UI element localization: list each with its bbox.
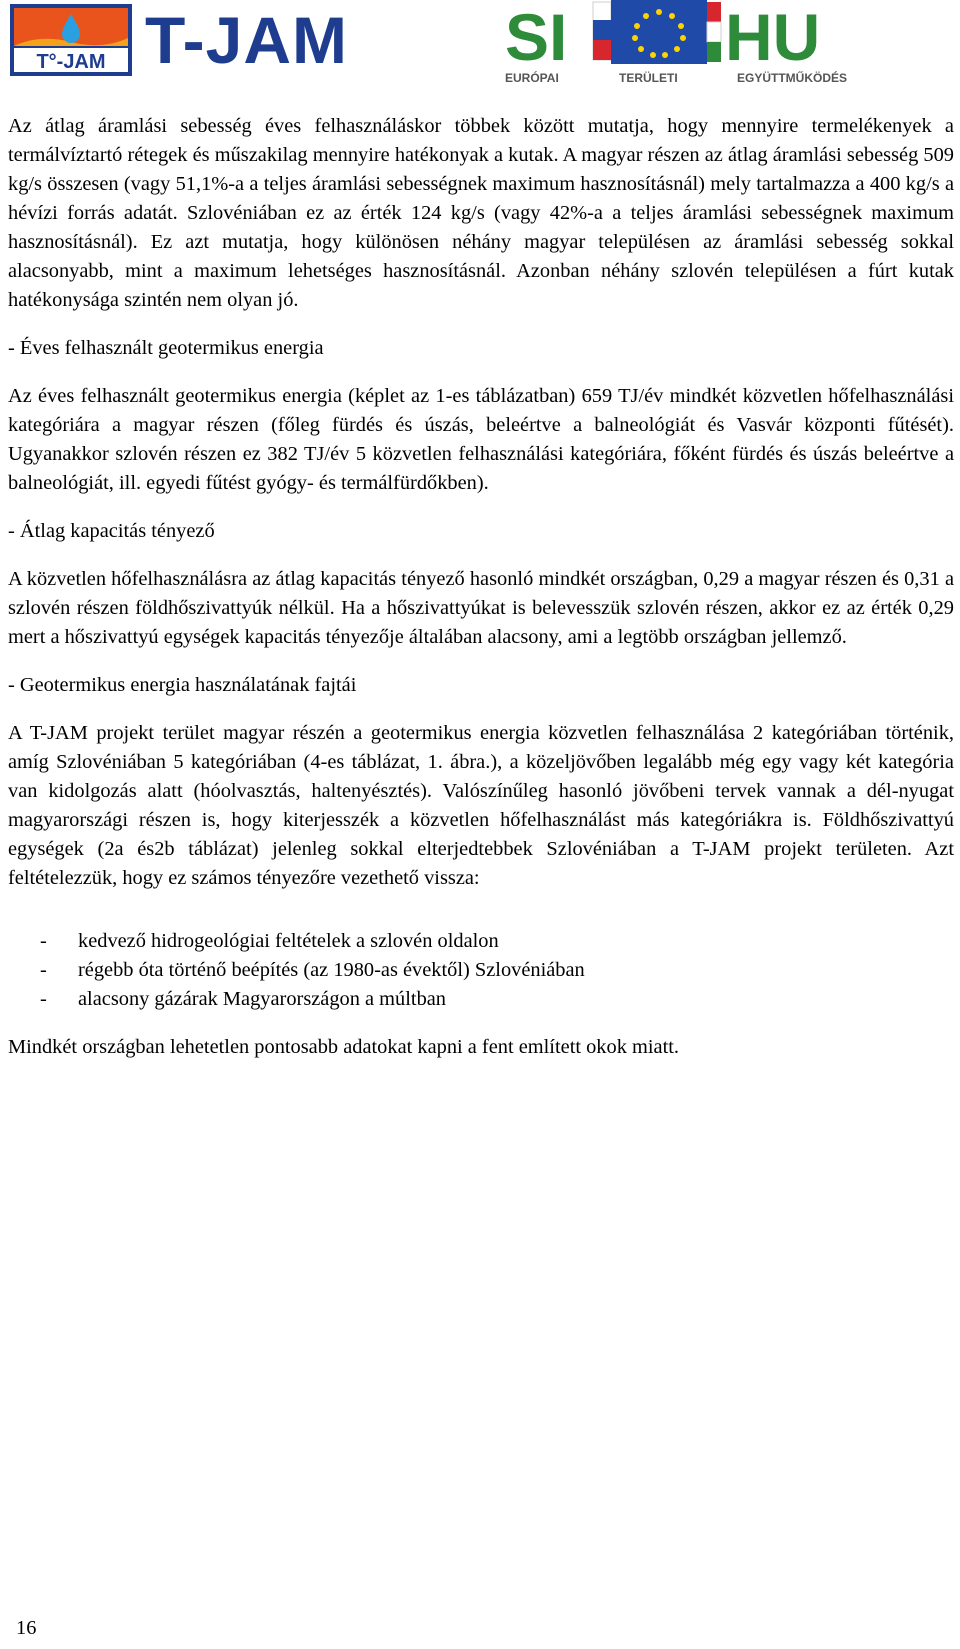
page-header bbox=[0, 0, 960, 95]
page-number: 16 bbox=[16, 1617, 37, 1639]
paragraph-conclusion: Mindkét országban lehetetlen pontosabb adatokat kapni a fent említett okok miatt. bbox=[8, 1036, 679, 1058]
tjam-logo-icon bbox=[10, 4, 132, 76]
sihu-caption-2: TERÜLETI bbox=[619, 71, 678, 85]
document-body bbox=[8, 112, 954, 1062]
tjam-logo-text: T°-JAM bbox=[36, 51, 106, 73]
bullet-list bbox=[8, 927, 954, 1014]
heading-usage-types: - Geotermikus energia használatának fajtái bbox=[8, 674, 357, 696]
paragraph-annual-energy: Az éves felhasznált geotermikus energia (képlet az 1-es táblázatban) 659 TJ/év mindkét közvetlen hőfelhasználási kategóriára a magyar részen (főleg fürdés és úszás, beleértve a balneológiát és Vasvár központi fűtését). Ugyanakkor szlovén részen ez 382 TJ/év 5 közvetlen felhasználási kategóriára, főként fürdés és úszás beleértve a balneológiát, ill. egyedi fűtést gyógy- és termálfürdőkben). bbox=[8, 385, 954, 494]
list-item bbox=[8, 956, 954, 985]
sihu-left-text: SI bbox=[505, 0, 568, 74]
sihu-caption-1: EURÓPAI bbox=[505, 71, 559, 85]
list-item bbox=[8, 927, 954, 956]
sihu-caption-3: EGYÜTTMŰKÖDÉS bbox=[737, 71, 848, 85]
list-item bbox=[8, 985, 954, 1014]
paragraph-usage-types: A T-JAM projekt terület magyar részén a geotermikus energia közvetlen felhasználása 2 kategóriában történik, amíg Szlovéniában 5 kategóriában (4-es táblázat, 1. ábra.), a közeljövőben legalább még egy vagy két kategória van kidolgozás alatt (hóolvasztás, haltenyésztés). Valószínűleg hasonló jövőbeni tervek vannak a dél-nyugat magyarországi részen is, hogy kiterjesszék a közvetlen hőfelhasználást más kategóriákra is. Földhőszivattyú egységek (2a és2b táblázat) jelenleg sokkal elterjedtebbek Szlovéniában a T-JAM projekt területen. Azt feltételezzük, hogy ez számos tényezőre vezethető vissza: bbox=[8, 722, 954, 889]
list-item-text: régebb óta történő beépítés (az 1980-as évektől) Szlovéniában bbox=[78, 959, 585, 981]
paragraph-capacity-factor: A közvetlen hőfelhasználásra az átlag kapacitás tényező hasonló mindkét országban, 0,29 a magyar részen és 0,31 a szlovén részen földhőszivattyúk nélkül. Ha a hőszivattyúkat is belevesszük szlovén részen, akkor ez az érték 0,29 mert a hőszivattyú egységek kapacitás tényezője általában alacsony, ami a legtöbb országban jellemző. bbox=[8, 568, 954, 648]
bullet-dash: - bbox=[40, 930, 47, 952]
paragraph-flow-rate: Az átlag áramlási sebesség éves felhasználáskor többek között mutatja, hogy mennyire termelékenyek a termálvíztartó rétegek és műszakilag mennyire hatékonyak a kutak. A magyar részen az átlag áramlási sebesség 509 kg/s összesen (vagy 51,1%-a a teljes áramlási sebességnek maximum hasznosításnál) mely tartalmazza a 400 kg/s a hévízi forrás adatát. Szlovéniában ez az érték 124 kg/s (vagy 42%-a a teljes áramlási sebességnek maximum hasznosításnál). Ez azt mutatja, hogy különösen néhány magyar településen az áramlási sebesség sokkal alacsonyabb, mint a maximum lehetséges hasznosításnál. Azonban néhány szlovén településen a fúrt kutak hatékonysága szintén nem olyan jó. bbox=[8, 115, 954, 311]
sihu-right-text: HU bbox=[725, 0, 821, 74]
list-item-text: kedvező hidrogeológiai feltételek a szlovén oldalon bbox=[78, 930, 499, 952]
tjam-wordmark: T-JAM bbox=[145, 3, 348, 77]
sihu-programme-logo-icon bbox=[505, 0, 885, 90]
heading-capacity-factor: - Átlag kapacitás tényező bbox=[8, 520, 215, 542]
list-item-text: alacsony gázárak Magyarországon a múltban bbox=[78, 988, 447, 1010]
bullet-dash: - bbox=[40, 988, 47, 1010]
heading-annual-energy: - Éves felhasznált geotermikus energia bbox=[8, 337, 324, 359]
bullet-dash: - bbox=[40, 959, 47, 981]
